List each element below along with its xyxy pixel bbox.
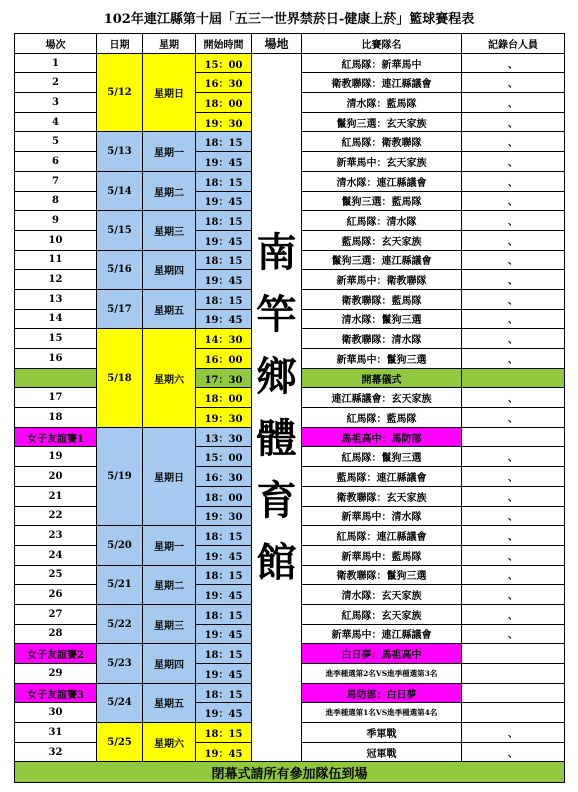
match-teams-cell: 新華馬中：鬣狗三選 bbox=[302, 349, 462, 369]
date-cell: 5/13 bbox=[97, 132, 143, 171]
venue-char: 體 bbox=[256, 414, 297, 462]
start-time-cell: 19：30 bbox=[196, 112, 252, 132]
recorder-cell: 、 bbox=[462, 506, 565, 526]
header-recorder: 記錄台人員 bbox=[462, 34, 565, 54]
start-time-cell: 18：00 bbox=[196, 388, 252, 408]
match-teams-cell: 紅馬隊：清水隊 bbox=[302, 211, 462, 231]
match-number-cell: 32 bbox=[15, 742, 97, 762]
match-number-cell: 10 bbox=[15, 230, 97, 250]
table-row bbox=[15, 53, 565, 73]
recorder-cell: 、 bbox=[462, 408, 565, 428]
recorder-cell: 、 bbox=[462, 388, 565, 408]
venue-char: 南 bbox=[256, 228, 297, 276]
start-time-cell: 16：30 bbox=[196, 73, 252, 93]
match-teams-cell: 紅馬隊：鬣狗三選 bbox=[302, 447, 462, 467]
start-time-cell: 19：45 bbox=[196, 624, 252, 644]
start-time-cell: 13：30 bbox=[196, 427, 252, 447]
recorder-cell: 、 bbox=[462, 624, 565, 644]
recorder-cell: 、 bbox=[462, 132, 565, 152]
start-time-cell: 18：15 bbox=[196, 723, 252, 743]
match-teams-cell: 衛教聯隊：連江縣議會 bbox=[302, 73, 462, 93]
recorder-cell: 、 bbox=[462, 53, 565, 73]
start-time-cell: 19：45 bbox=[196, 585, 252, 605]
recorder-cell bbox=[462, 427, 565, 447]
match-teams-cell: 進季種選第1名VS進季種選第4名 bbox=[302, 703, 462, 723]
start-time-cell: 18：15 bbox=[196, 565, 252, 585]
date-cell: 5/14 bbox=[97, 171, 143, 210]
match-number-cell: 29 bbox=[15, 664, 97, 684]
recorder-cell: 、 bbox=[462, 152, 565, 172]
start-time-cell: 18：15 bbox=[196, 171, 252, 191]
recorder-cell: 、 bbox=[462, 191, 565, 211]
start-time-cell: 15：00 bbox=[196, 53, 252, 73]
recorder-cell: 、 bbox=[462, 171, 565, 191]
match-teams-cell: 季軍戰 bbox=[302, 723, 462, 743]
recorder-cell: 、 bbox=[462, 329, 565, 349]
match-number-cell: 12 bbox=[15, 270, 97, 290]
match-number-cell: 16 bbox=[15, 349, 97, 369]
weekday-cell: 星期六 bbox=[143, 723, 196, 762]
start-time-cell: 19：45 bbox=[196, 309, 252, 329]
match-teams-cell: 新華馬中：連江縣議會 bbox=[302, 624, 462, 644]
header-date: 日期 bbox=[97, 34, 143, 54]
start-time-cell: 18：15 bbox=[196, 211, 252, 231]
recorder-cell: 、 bbox=[462, 447, 565, 467]
start-time-cell: 19：45 bbox=[196, 191, 252, 211]
start-time-cell: 19：45 bbox=[196, 545, 252, 565]
match-teams-cell: 藍馬隊：連江縣議會 bbox=[302, 467, 462, 487]
recorder-cell: 、 bbox=[462, 349, 565, 369]
recorder-cell: 、 bbox=[462, 526, 565, 546]
match-number-cell bbox=[15, 368, 97, 388]
match-teams-cell: 開幕儀式 bbox=[302, 368, 462, 388]
match-number-cell: 24 bbox=[15, 545, 97, 565]
match-teams-cell: 紅馬隊：衛教聯隊 bbox=[302, 132, 462, 152]
match-teams-cell: 清水隊：鬣狗三選 bbox=[302, 309, 462, 329]
venue-cell bbox=[252, 53, 302, 762]
schedule-table bbox=[14, 33, 565, 783]
recorder-cell: 、 bbox=[462, 604, 565, 624]
page-title: 102年連江縣第十屆「五三一世界禁菸日-健康上菸」籃球賽程表 bbox=[103, 12, 475, 27]
recorder-cell: 、 bbox=[462, 270, 565, 290]
start-time-cell: 18：15 bbox=[196, 604, 252, 624]
start-time-cell: 18：15 bbox=[196, 250, 252, 270]
recorder-cell: 、 bbox=[462, 585, 565, 605]
match-number-cell: 15 bbox=[15, 329, 97, 349]
recorder-cell: 、 bbox=[462, 73, 565, 93]
recorder-cell: 、 bbox=[462, 93, 565, 113]
match-number-cell: 4 bbox=[15, 112, 97, 132]
match-teams-cell: 新華馬中：玄天家族 bbox=[302, 152, 462, 172]
header-match-teams: 比賽隊名 bbox=[302, 34, 462, 54]
weekday-cell: 星期一 bbox=[143, 132, 196, 171]
weekday-cell: 星期四 bbox=[143, 250, 196, 289]
recorder-cell bbox=[462, 683, 565, 703]
match-teams-cell: 鬣狗三選：藍馬隊 bbox=[302, 191, 462, 211]
match-teams-cell: 衛教聯隊：清水隊 bbox=[302, 329, 462, 349]
recorder-cell: 、 bbox=[462, 289, 565, 309]
recorder-cell bbox=[462, 368, 565, 388]
match-teams-cell: 紅馬隊：玄天家族 bbox=[302, 604, 462, 624]
start-time-cell: 19：45 bbox=[196, 230, 252, 250]
start-time-cell: 18：15 bbox=[196, 132, 252, 152]
match-teams-cell: 鬣狗三選：玄天家族 bbox=[302, 112, 462, 132]
match-number-cell: 20 bbox=[15, 467, 97, 487]
header-row bbox=[15, 34, 565, 54]
match-teams-cell: 清水隊：藍馬隊 bbox=[302, 93, 462, 113]
match-number-cell: 28 bbox=[15, 624, 97, 644]
match-number-cell: 女子友誼賽1 bbox=[15, 427, 97, 447]
match-number-cell: 21 bbox=[15, 486, 97, 506]
match-number-cell: 女子友誼賽3 bbox=[15, 683, 97, 703]
date-cell: 5/16 bbox=[97, 250, 143, 289]
start-time-cell: 18：15 bbox=[196, 683, 252, 703]
recorder-cell: 、 bbox=[462, 723, 565, 743]
match-number-cell: 11 bbox=[15, 250, 97, 270]
match-teams-cell: 馬防部：白日夢 bbox=[302, 683, 462, 703]
header-start-time: 開始時間 bbox=[196, 34, 252, 54]
recorder-cell bbox=[462, 644, 565, 664]
weekday-cell: 星期二 bbox=[143, 565, 196, 604]
weekday-cell: 星期日 bbox=[143, 53, 196, 132]
recorder-cell: 、 bbox=[462, 486, 565, 506]
weekday-cell: 星期六 bbox=[143, 329, 196, 427]
closing-note: 閉幕式請所有參加隊伍到場 bbox=[15, 762, 565, 783]
recorder-cell: 、 bbox=[462, 545, 565, 565]
match-number-cell: 1 bbox=[15, 53, 97, 73]
match-number-cell: 3 bbox=[15, 93, 97, 113]
start-time-cell: 18：15 bbox=[196, 289, 252, 309]
start-time-cell: 16：00 bbox=[196, 349, 252, 369]
date-cell: 5/21 bbox=[97, 565, 143, 604]
start-time-cell: 18：00 bbox=[196, 486, 252, 506]
match-teams-cell: 衛教聯隊：藍馬隊 bbox=[302, 289, 462, 309]
match-teams-cell: 鬣狗三選：連江縣議會 bbox=[302, 250, 462, 270]
weekday-cell: 星期五 bbox=[143, 683, 196, 722]
match-teams-cell: 藍馬隊：玄天家族 bbox=[302, 230, 462, 250]
start-time-cell: 18：00 bbox=[196, 93, 252, 113]
match-number-cell: 6 bbox=[15, 152, 97, 172]
footer-row bbox=[15, 762, 565, 783]
recorder-cell: 、 bbox=[462, 467, 565, 487]
weekday-cell: 星期三 bbox=[143, 211, 196, 250]
weekday-cell: 星期五 bbox=[143, 289, 196, 328]
date-cell: 5/22 bbox=[97, 604, 143, 643]
start-time-cell: 19：45 bbox=[196, 742, 252, 762]
match-teams-cell: 馬祖高中：馬防部 bbox=[302, 427, 462, 447]
date-cell: 5/15 bbox=[97, 211, 143, 250]
venue-char: 館 bbox=[256, 538, 297, 586]
start-time-cell: 19：45 bbox=[196, 152, 252, 172]
start-time-cell: 19：45 bbox=[196, 703, 252, 723]
recorder-cell: 、 bbox=[462, 211, 565, 231]
start-time-cell: 16：30 bbox=[196, 467, 252, 487]
match-number-cell: 19 bbox=[15, 447, 97, 467]
start-time-cell: 15：00 bbox=[196, 447, 252, 467]
start-time-cell: 19：30 bbox=[196, 408, 252, 428]
match-number-cell: 25 bbox=[15, 565, 97, 585]
match-number-cell: 5 bbox=[15, 132, 97, 152]
recorder-cell: 、 bbox=[462, 742, 565, 762]
date-cell: 5/19 bbox=[97, 427, 143, 525]
match-teams-cell: 新華馬中：衛教聯隊 bbox=[302, 270, 462, 290]
match-number-cell: 7 bbox=[15, 171, 97, 191]
weekday-cell: 星期日 bbox=[143, 427, 196, 525]
match-number-cell: 23 bbox=[15, 526, 97, 546]
header-match-no: 場次 bbox=[15, 34, 97, 54]
weekday-cell: 星期二 bbox=[143, 171, 196, 210]
match-teams-cell: 冠軍戰 bbox=[302, 742, 462, 762]
venue-char: 竿 bbox=[256, 290, 297, 338]
match-teams-cell: 衛教聯隊：鬣狗三選 bbox=[302, 565, 462, 585]
recorder-cell: 、 bbox=[462, 565, 565, 585]
match-number-cell: 27 bbox=[15, 604, 97, 624]
match-teams-cell: 衛教聯隊：玄天家族 bbox=[302, 486, 462, 506]
match-teams-cell: 紅馬隊：新華馬中 bbox=[302, 53, 462, 73]
date-cell: 5/24 bbox=[97, 683, 143, 722]
match-number-cell: 31 bbox=[15, 723, 97, 743]
match-number-cell: 26 bbox=[15, 585, 97, 605]
weekday-cell: 星期四 bbox=[143, 644, 196, 683]
start-time-cell: 19：30 bbox=[196, 506, 252, 526]
match-teams-cell: 連江縣議會：玄天家族 bbox=[302, 388, 462, 408]
start-time-cell: 18：15 bbox=[196, 644, 252, 664]
recorder-cell: 、 bbox=[462, 230, 565, 250]
recorder-cell bbox=[462, 703, 565, 723]
match-number-cell: 18 bbox=[15, 408, 97, 428]
date-cell: 5/25 bbox=[97, 723, 143, 762]
match-number-cell: 17 bbox=[15, 388, 97, 408]
weekday-cell: 星期一 bbox=[143, 526, 196, 565]
match-teams-cell: 新華馬中：藍馬隊 bbox=[302, 545, 462, 565]
match-teams-cell: 紅馬隊：連江縣議會 bbox=[302, 526, 462, 546]
start-time-cell: 14：30 bbox=[196, 329, 252, 349]
start-time-cell: 18：15 bbox=[196, 526, 252, 546]
match-number-cell: 30 bbox=[15, 703, 97, 723]
recorder-cell bbox=[462, 664, 565, 684]
header-weekday: 星期 bbox=[143, 34, 196, 54]
date-cell: 5/20 bbox=[97, 526, 143, 565]
match-teams-cell: 白日夢：馬祖高中 bbox=[302, 644, 462, 664]
start-time-cell: 19：45 bbox=[196, 270, 252, 290]
match-number-cell: 14 bbox=[15, 309, 97, 329]
date-cell: 5/17 bbox=[97, 289, 143, 328]
match-number-cell: 9 bbox=[15, 211, 97, 231]
match-teams-cell: 進季種選第2名VS進季種選第3名 bbox=[302, 664, 462, 684]
header-venue: 場地 bbox=[252, 34, 302, 54]
match-teams-cell: 清水隊：連江縣議會 bbox=[302, 171, 462, 191]
date-cell: 5/23 bbox=[97, 644, 143, 683]
recorder-cell: 、 bbox=[462, 250, 565, 270]
weekday-cell: 星期三 bbox=[143, 604, 196, 643]
match-number-cell: 2 bbox=[15, 73, 97, 93]
match-number-cell: 13 bbox=[15, 289, 97, 309]
start-time-cell: 17：30 bbox=[196, 368, 252, 388]
match-number-cell: 8 bbox=[15, 191, 97, 211]
match-teams-cell: 清水隊：玄天家族 bbox=[302, 585, 462, 605]
date-cell: 5/12 bbox=[97, 53, 143, 132]
match-teams-cell: 新華馬中：清水隊 bbox=[302, 506, 462, 526]
start-time-cell: 19：45 bbox=[196, 664, 252, 684]
match-number-cell: 女子友誼賽2 bbox=[15, 644, 97, 664]
date-cell: 5/18 bbox=[97, 329, 143, 427]
match-number-cell: 22 bbox=[15, 506, 97, 526]
venue-char: 育 bbox=[256, 476, 297, 524]
match-teams-cell: 紅馬隊：藍馬隊 bbox=[302, 408, 462, 428]
venue-char: 鄉 bbox=[256, 352, 297, 400]
recorder-cell: 、 bbox=[462, 309, 565, 329]
recorder-cell: 、 bbox=[462, 112, 565, 132]
